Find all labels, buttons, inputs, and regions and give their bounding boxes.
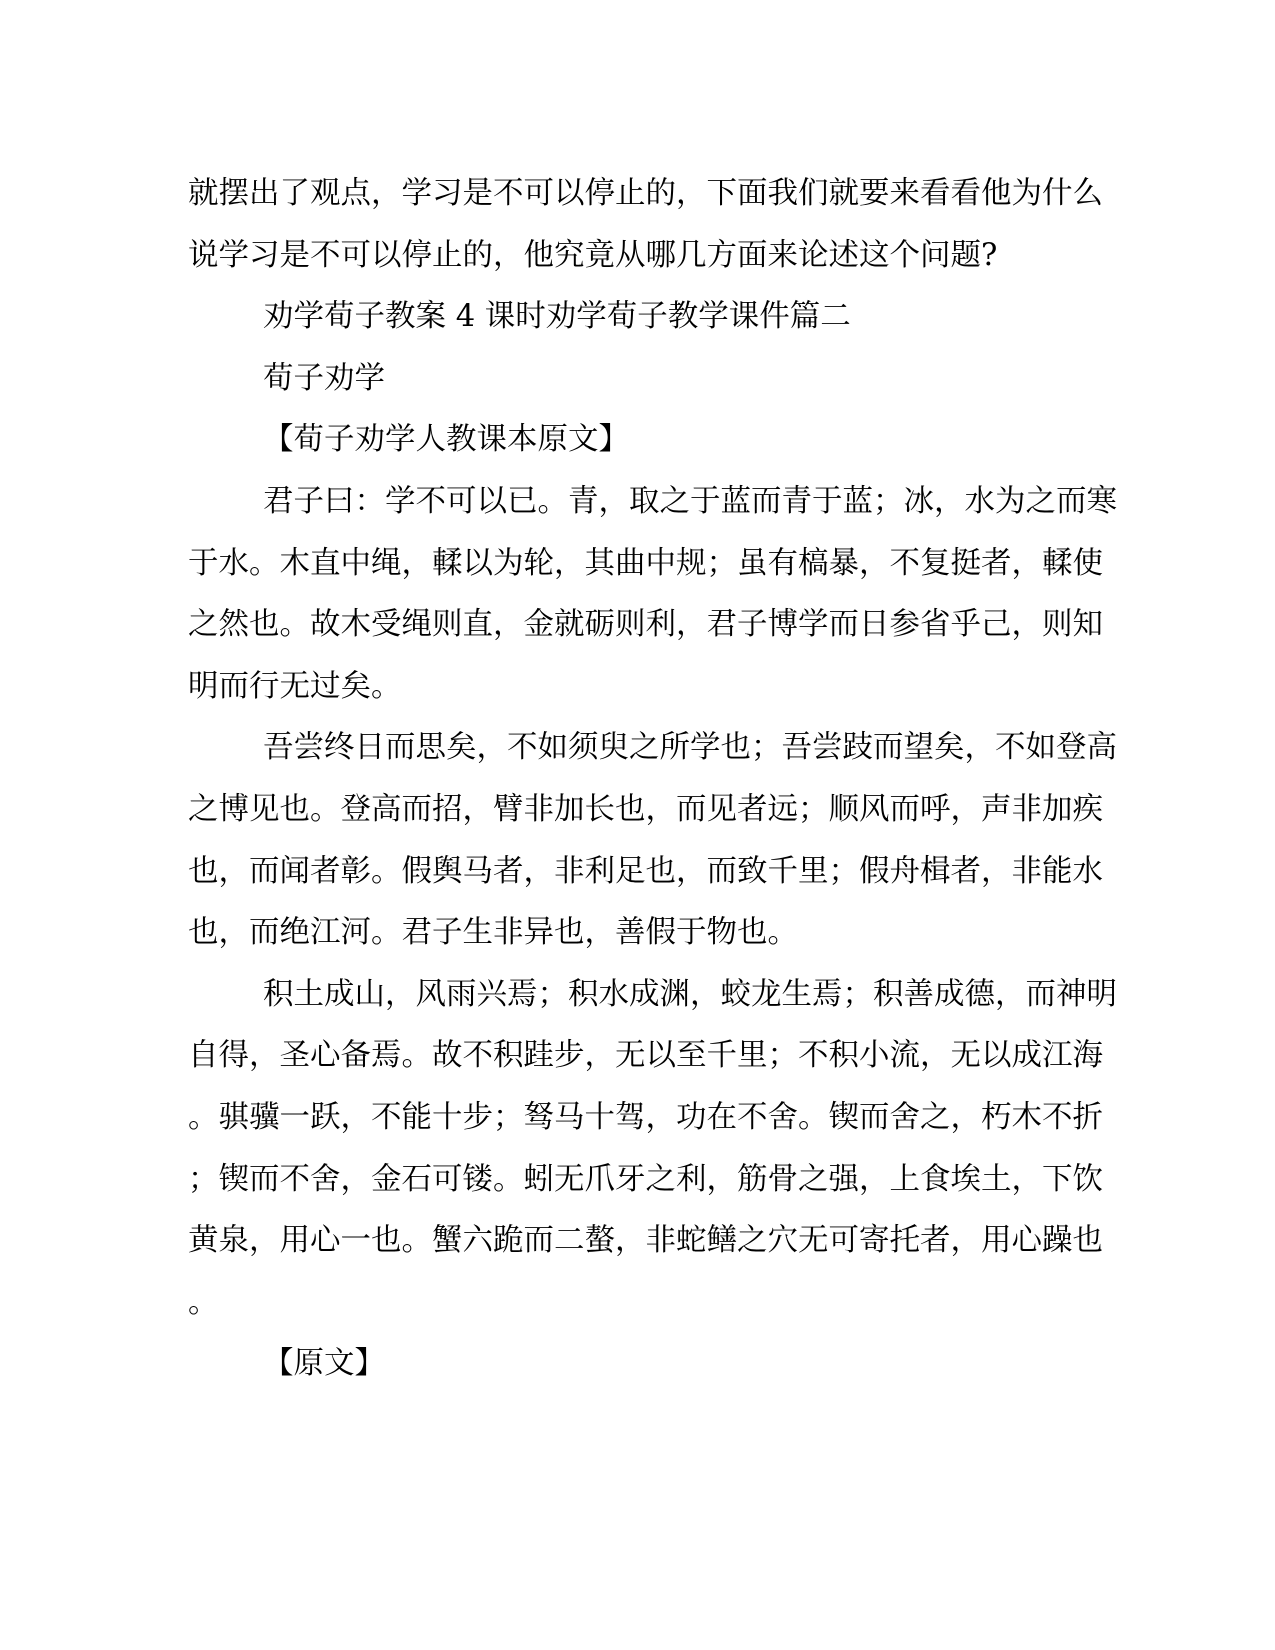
text-line: 君子曰：学不可以已。青，取之于蓝而青于蓝；冰，水为之而寒 (263, 483, 1117, 519)
text-line: 于水。木直中绳，輮以为轮，其曲中规；虽有槁暴，不复挺者，輮使 (188, 545, 1103, 581)
text-line: 也，而闻者彰。假舆马者，非利足也，而致千里；假舟楫者，非能水 (188, 853, 1103, 889)
text-line: 明而行无过矣。 (188, 668, 402, 704)
text-line: 。 (188, 1284, 219, 1320)
text-line: 说学习是不可以停止的，他究竟从哪几方面来论述这个问题? (188, 237, 998, 273)
text-line: 也，而绝江河。君子生非异也，善假于物也。 (188, 915, 798, 951)
text-line: 积土成山，风雨兴焉；积水成渊，蛟龙生焉；积善成德，而神明 (263, 976, 1117, 1012)
text-line: 就摆出了观点，学习是不可以停止的，下面我们就要来看看他为什么 (188, 176, 1103, 211)
text-line: ；锲而不舍，金石可镂。蚓无爪牙之利，筋骨之强，上食埃土，下饮 (188, 1161, 1103, 1197)
text-line: 黄泉，用心一也。蟹六跪而二螯，非蛇鳝之穴无可寄托者，用心躁也 (188, 1223, 1103, 1259)
text-line: 【荀子劝学人教课本原文】 (263, 422, 629, 458)
document-body (188, 163, 1117, 1395)
text-line: 。骐骥一跃，不能十步；驽马十驾，功在不舍。锲而舍之，朽木不折 (188, 1099, 1103, 1135)
text-line: 自得，圣心备焉。故不积跬步，无以至千里；不积小流，无以成江海 (188, 1038, 1103, 1074)
text-line: 【原文】 (263, 1346, 385, 1382)
text-line: 之然也。故木受绳则直，金就砺则利，君子博学而日参省乎己，则知 (188, 607, 1103, 643)
text-line: 吾尝终日而思矣，不如须臾之所学也；吾尝跂而望矣，不如登高 (263, 730, 1117, 766)
text-line: 之博见也。登高而招，臂非加长也，而见者远；顺风而呼，声非加疾 (188, 791, 1103, 827)
text-line: 荀子劝学 (263, 360, 385, 396)
text-line: 劝学荀子教案 4 课时劝学荀子教学课件篇二 (263, 299, 851, 335)
